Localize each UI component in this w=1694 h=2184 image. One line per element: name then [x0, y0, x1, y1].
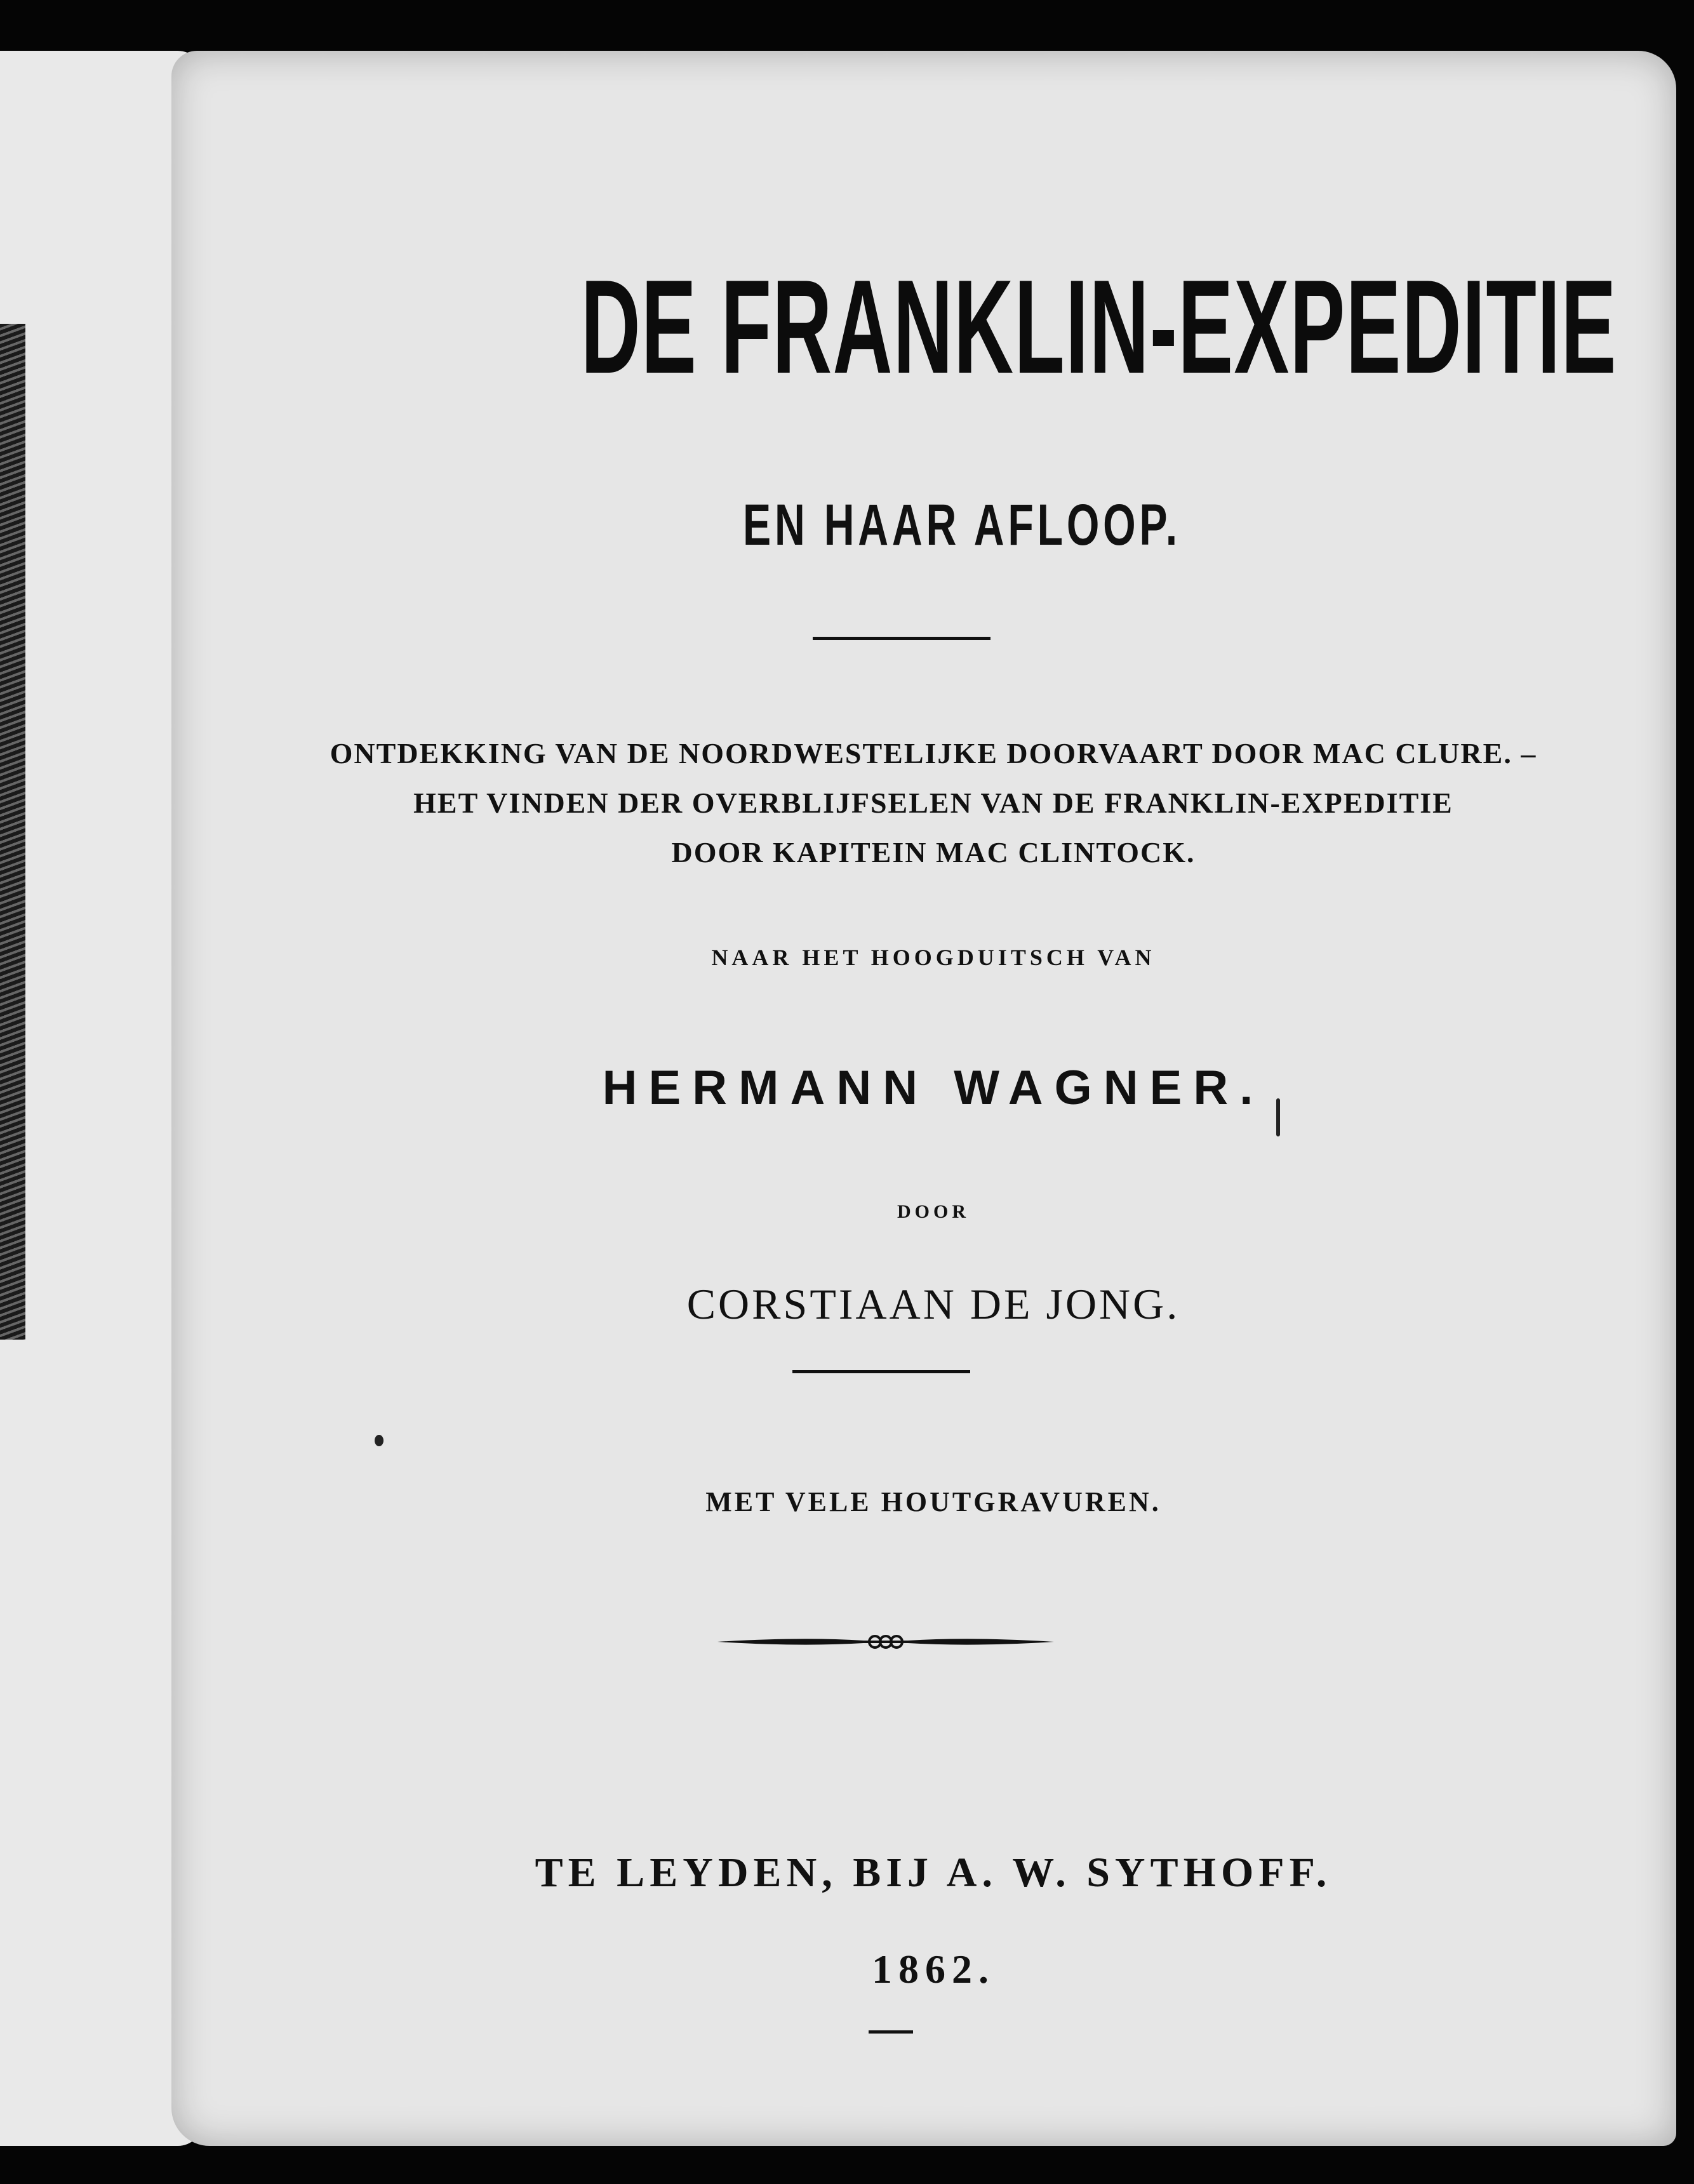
illustrations-note: MET VELE HOUTGRAVUREN.	[705, 1486, 1161, 1517]
description-line-3: DOOR KAPITEIN MAC CLINTOCK.	[671, 836, 1196, 869]
divider-rule-short	[869, 2030, 913, 2034]
book-subtitle: EN HAAR AFLOOP.	[743, 493, 1181, 557]
author-name: HERMANN WAGNER.	[602, 1061, 1265, 1115]
description-line-2: HET VINDEN DER OVERBLIJFSELEN VAN DE FRANKLIN-EXPEDITIE	[413, 787, 1453, 819]
book-title: DE FRANKLIN-EXPEDITIE	[580, 252, 1617, 401]
divider-rule-middle	[792, 1370, 970, 1373]
ink-speck	[1276, 1098, 1280, 1136]
description-line-1: ONTDEKKING VAN DE NOORDWESTELIJKE DOORVAART DOOR MAC CLURE. –	[330, 737, 1537, 769]
title-page	[171, 51, 1676, 2146]
facing-page-engraving-edge	[0, 324, 25, 1340]
source-note: NAAR HET HOOGDUITSCH VAN	[711, 945, 1156, 970]
divider-rule-top	[813, 637, 990, 640]
by-label: DOOR	[897, 1201, 970, 1222]
ornamental-divider-icon	[717, 1629, 1054, 1655]
translator-name: CORSTIAAN DE JONG.	[686, 1280, 1180, 1328]
publisher-imprint: TE LEYDEN, BIJ A. W. SYTHOFF.	[535, 1849, 1332, 1896]
publication-year: 1862.	[872, 1947, 995, 1992]
ink-speck	[375, 1435, 383, 1446]
